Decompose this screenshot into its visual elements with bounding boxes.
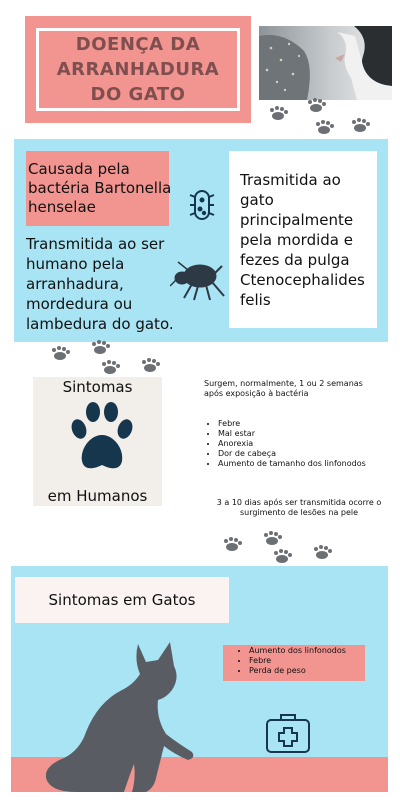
transmission-human-text: Transmitida ao ser humano pela arranhadura, mordedura ou lambedura do gato. [26,235,174,333]
symptoms-onset-text: Surgem, normalmente, 1 ou 2 semanas após exposição à bactéria [204,379,363,398]
page-title: DOENÇA DA ARRANHADURA DO GATO [56,34,220,105]
paw-print-icon [50,340,180,380]
paw-icon [70,401,134,478]
title-frame [36,28,240,111]
cat-silhouette [46,638,196,797]
list-item: • Mal estar [218,429,400,439]
skin-lesions-text: 3 a 10 dias após ser transmitida ocorre o surgimento de lesões na pele [216,498,382,517]
cause-text: Causada pela bactéria Bartonella henselae [28,160,172,216]
list-item: • Perda de peso [249,666,379,676]
bacteria-icon [189,185,215,230]
medical-kit-icon [265,712,311,759]
cat-symptoms-list [235,646,379,676]
human-symptoms-list [204,419,400,469]
list-item: • Anorexia [218,439,400,449]
paw-print-icon [222,527,352,567]
list-item: • Aumento dos linfonodos [249,646,379,656]
woman-with-cat-photo [259,26,392,100]
human-symptoms-subtitle: em Humanos [47,487,148,505]
flea-icon [170,256,226,307]
list-item: • Aumento de tamanho dos linfonodos [218,459,400,469]
list-item: • Dor de cabeça [218,449,400,459]
cat-symptoms-title: Sintomas em Gatos [48,591,196,609]
paw-print-icon [262,98,382,138]
list-item: • Febre [218,419,400,429]
human-symptoms-title: Sintomas [62,378,133,396]
list-item: • Febre [249,656,379,666]
transmission-cat-text: Trasmitida ao gato principalmente pela mordida e fezes da pulga Ctenocephalides felis [240,171,365,309]
